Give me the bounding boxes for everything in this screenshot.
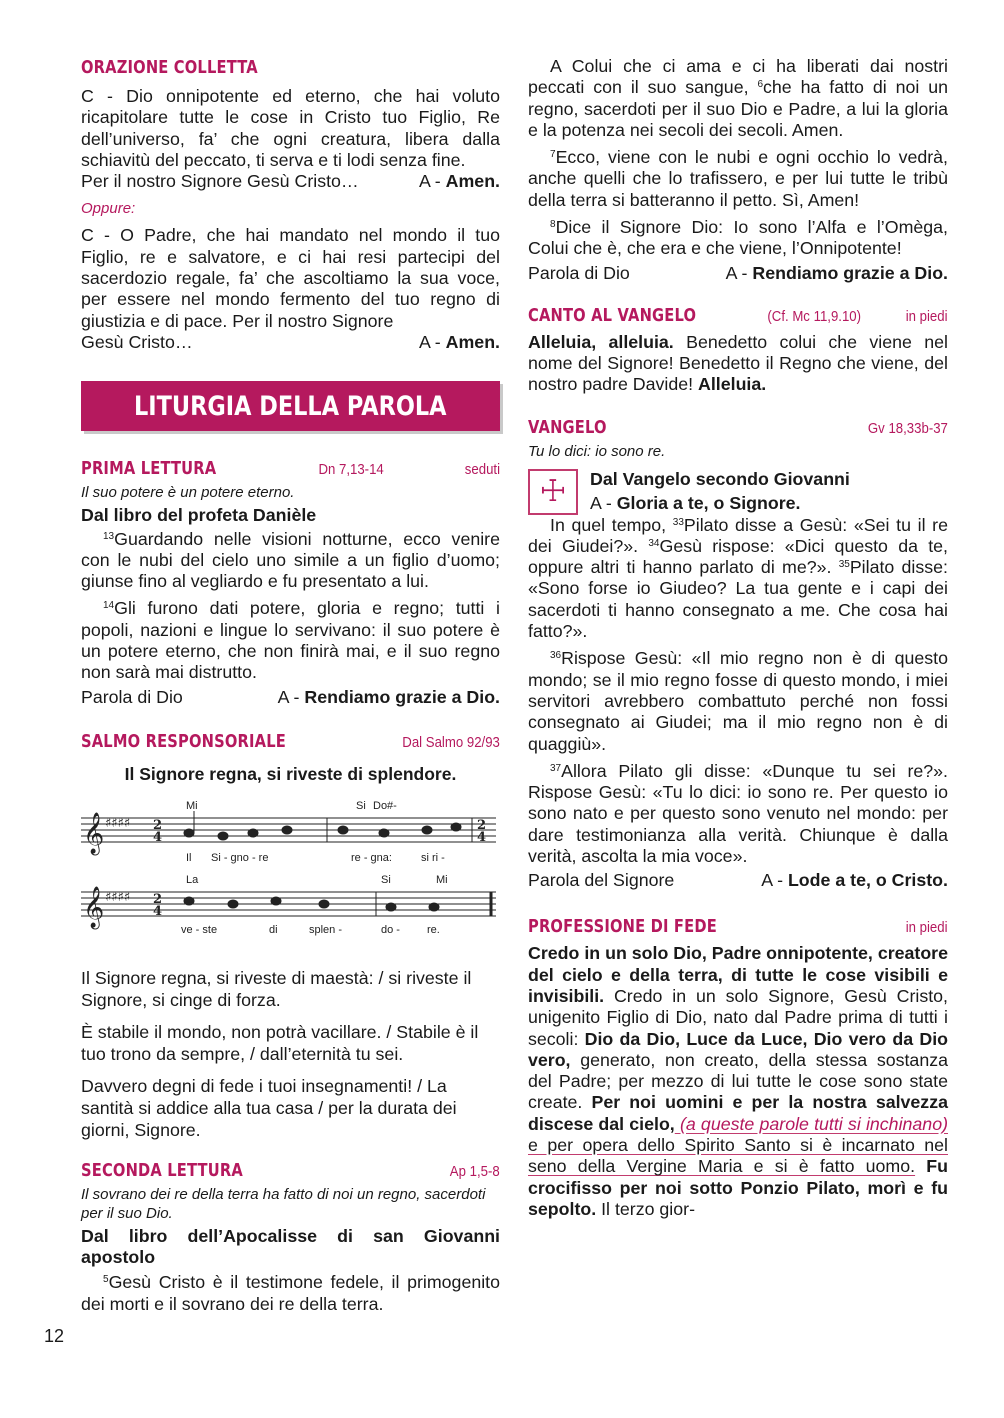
verse-num: 7 (550, 149, 556, 161)
vangelo-header (528, 418, 948, 438)
svg-text:Si: Si (381, 873, 391, 886)
verse-num: 5 (103, 1274, 109, 1286)
orazione-p2-end: Gesù Cristo… (81, 331, 193, 352)
orazione-text-2 (81, 225, 500, 353)
verse-num: 33 (672, 516, 684, 528)
prima-resp (278, 686, 500, 708)
seconda-ref: Ap 1,5-8 (450, 1162, 500, 1180)
alleluia: Alleluia. (698, 374, 767, 395)
right-column (528, 56, 948, 1226)
verse-text: Guardando nelle visioni notturne, ecco venire con le nubi del cielo uno simile a un figlio d’uomo; giunse fino al vegliardo e fu presentato a lui. (81, 528, 500, 592)
seconda-cont-v6 (528, 56, 948, 141)
svg-text:si ri -: si ri - (421, 851, 445, 864)
psalm-stanza-2: È stabile il mondo, non potrà vacillare. / Stabile è il tuo trono da sempre, / dall’eternità tu sei. (81, 1021, 479, 1064)
prima-v13 (81, 529, 500, 593)
seconda-source: Dal libro dell’Apocalisse di san Giovanni apostolo (81, 1225, 500, 1267)
seconda-v7 (528, 147, 948, 211)
credo-body: Credo in un solo Signore, Gesù Cristo, unigenito Figlio di Dio, nato dal Padre prima di tutti i secoli: (528, 985, 948, 1049)
svg-text:Si - gno - re: Si - gno - re (211, 851, 269, 864)
parola-di-dio: Parola di Dio (81, 686, 183, 707)
seconda-header (81, 1161, 500, 1181)
prima-subtitle: Il suo potere è un potere eterno. (81, 484, 295, 502)
orazione-header (81, 58, 500, 78)
svg-text:2: 2 (153, 817, 163, 833)
orazione-resp-1 (419, 171, 500, 192)
orazione-p1: C - Dio onnipotente ed eterno, che hai voluto ricapitolare tutte le cose in Cristo tuo Figlio, Re dell’universo, fa’ che ogni creatura, libera dalla schiavitù del peccato, ti serva e ti lodi senza fine. (81, 86, 500, 170)
resp-a: A - (418, 171, 446, 192)
salmo-header (81, 732, 500, 752)
verse-text: Gesù rispose: «Dici questo da te, oppure altri ti hanno parlato di me?». (528, 535, 949, 578)
vangelo-acclam (590, 491, 850, 515)
credo-body: generato, non creato, della stessa sostanza del Padre; per mezzo di lui tutte le cose sono state create. (528, 1049, 948, 1113)
svg-text:do -: do - (381, 923, 400, 936)
canto-title: CANTO AL VANGELO (528, 305, 697, 326)
prima-response (81, 686, 500, 708)
vangelo-v37 (528, 761, 948, 867)
parola-di-dio: Parola di Dio (528, 262, 630, 283)
verse-num: 13 (103, 530, 115, 542)
credo-title: PROFESSIONE DI FEDE (528, 917, 717, 938)
credo-bold: Fu crocifisso per noi sotto Ponzio Pilato, morì e fu sepolto. (528, 1156, 948, 1219)
resp-a: A - (725, 262, 753, 283)
prima-title: PRIMA LETTURA (81, 459, 217, 480)
treble-clef-icon: 𝄞 (83, 886, 105, 928)
treble-clef-icon: 𝄞 (83, 812, 105, 854)
vangelo-subtitle: Tu lo dici: io sono re. (528, 442, 666, 460)
canto-posture: in piedi (906, 307, 948, 325)
canto-text (528, 332, 948, 396)
vangelo-v36 (528, 648, 948, 754)
verse-num: 8 (550, 219, 556, 231)
orazione-text-1 (81, 86, 500, 192)
verse-num: 37 (550, 762, 562, 774)
svg-text:Mi: Mi (436, 873, 448, 886)
verse-text: Rispose Gesù: «Il mio regno non è di questo mondo; se il mio regno fosse di questo mondo, i miei servitori avrebbero combattuto perché non fossi consegnato ai Giudei; ma il mio regno non è di quaggiù». (528, 648, 948, 754)
psalm-stanza-3: Davvero degni di fede i tuoi insegnamenti! / La santità si addice alla tua casa / per la durata dei giorni, Signore. (81, 1075, 457, 1140)
chord-1: Mi (186, 799, 198, 812)
svg-text:4: 4 (153, 829, 163, 845)
verse-text: Pilato disse a Gesù: «Sei tu il re dei Giudei?». (528, 514, 948, 556)
verse-text: A Colui che ci ama e ci ha liberati dai nostri peccati con il suo sangue, (528, 56, 948, 98)
verse-text: Gesù Cristo è il testimone fedele, il primogenito dei morti e il sovrano dei re della terra. (81, 1272, 500, 1314)
credo-underlined: e per opera dello Spirito Santo si è incarnato nel seno della Vergine Maria e si è fatto uomo. (528, 1134, 948, 1177)
resp-a: A - (761, 870, 788, 891)
vangelo-title: VANGELO (528, 417, 607, 438)
verse-text: Ecco, viene con le nubi e ogni occhio lo vedrà, anche quelli che lo trafissero, e per lui tutte le tribù della terra si batteranno il petto. Sì, Amen! (528, 147, 948, 210)
orazione-p2: C - O Padre, che hai mandato nel mondo il tuo Figlio, re e salvatore, e ci hai resi partecipi del sacerdozio regale, fa’ che ascoltiamo la sua voce, per essere nel mondo fermento del tuo regno di giustizia e di pace. Per il nostro Signore (81, 225, 500, 331)
canto-body: Benedetto colui che viene nel nome del Signore! Benedetto il Regno che viene, del nostro padre Davide! (528, 331, 948, 395)
psalm-stanza-1: Il Signore regna, si riveste di maestà: / si riveste il Signore, si cinge di forza. (81, 967, 472, 1010)
svg-text:ve - ste: ve - ste (181, 923, 218, 936)
orazione-end-row (81, 171, 500, 192)
verse-text: Dice il Signore Dio: Io sono l’Alfa e l’Omèga, Colui che è, che era e che viene, l’Onnipotente! (528, 217, 948, 259)
resp-a: A - (418, 331, 446, 352)
prima-header (81, 459, 500, 479)
credo-text (528, 943, 948, 1220)
credo-rubric: (a queste parole tutti si inchinano) (674, 1113, 948, 1134)
oppure-label: Oppure: (81, 200, 136, 218)
salmo-ref: Dal Salmo 92/93 (402, 733, 500, 751)
seconda-subtitle: Il sovrano dei re della terra ha fatto di noi un regno, sacerdoti per il suo Dio. (81, 1185, 486, 1222)
seconda-v8 (528, 217, 948, 260)
canto-header (528, 306, 948, 326)
orazione-p1-end: Per il nostro Signore Gesù Cristo… (81, 171, 359, 192)
credo-bold: Per noi uomini e per la nostra salvezza discese dal cielo, (528, 1092, 948, 1134)
verse-num: 36 (550, 650, 562, 662)
svg-text:4: 4 (477, 829, 487, 845)
svg-text:2: 2 (477, 817, 487, 833)
vangelo-ref: Gv 18,33b-37 (868, 419, 948, 437)
svg-text:♯♯♯♯: ♯♯♯♯ (105, 815, 131, 831)
seconda-v5 (81, 1272, 500, 1315)
music-score (81, 795, 496, 945)
credo-bold: Dio da Dio, Luce da Luce, Dio vero da Dio vero, (528, 1028, 948, 1070)
verse-num: 34 (648, 537, 660, 549)
vangelo-source-block (528, 467, 948, 515)
credo-header (528, 917, 948, 937)
verse-num: 6 (757, 79, 764, 91)
svg-text:di: di (269, 923, 278, 936)
resp-text: Rendiamo grazie a Dio. (304, 686, 500, 707)
credo-posture: in piedi (906, 919, 948, 937)
alleluia: Alleluia, alleluia. (528, 331, 674, 352)
chord-2: Si (356, 799, 366, 812)
svg-text:re - gna:: re - gna: (351, 851, 392, 864)
svg-text:re.: re. (427, 923, 440, 936)
verse-num: 35 (838, 559, 850, 571)
resp-a: A - (590, 492, 617, 513)
verse-text: Pilato disse: «Sono forse io Giudeo? La tua gente e i capi dei sacerdoti ti hanno consegnato a me. Che cosa hai fatto?». (528, 557, 948, 642)
prima-posture: seduti (464, 461, 500, 479)
prima-source: Dal libro del profeta Danièle (81, 505, 317, 526)
vangelo-source-text (590, 467, 850, 515)
orazione-title: ORAZIONE COLLETTA (81, 58, 258, 78)
vangelo-response (528, 869, 948, 891)
verse-text: Allora Pilato gli disse: «Dunque tu sei re?». Rispose Gesù: «Tu lo dici: io sono re. Per questo io sono nato e per questo sono venuto nel mondo: per dare testimonianza alla verità. Chiunque è dalla verità, ascolta la mia voce». (528, 760, 948, 867)
salmo-refrain: Il Signore regna, si riveste di splendore. (124, 763, 457, 784)
salmo-title: SALMO RESPONSORIALE (81, 731, 286, 752)
credo-body: Il terzo gior- (596, 1198, 695, 1219)
banner-text: LITURGIA DELLA PAROLA (134, 390, 447, 422)
parola-del-signore: Parola del Signore (528, 870, 675, 891)
vangelo-source: Dal Vangelo secondo Giovanni (590, 468, 850, 489)
orazione-resp-2 (419, 332, 500, 353)
verse-text: che ha fatto di noi un regno, sacerdoti per il suo Dio e Padre, a lui la gloria e la potenza nei secoli dei secoli. Amen. (528, 77, 948, 140)
svg-text:La: La (186, 873, 199, 886)
verse-num: 14 (103, 600, 115, 612)
svg-text:2: 2 (153, 891, 163, 907)
resp-text: Rendiamo grazie a Dio. (752, 262, 948, 283)
chord-3: Do#- (373, 799, 397, 812)
seconda-resp (726, 262, 948, 284)
resp-text: Gloria a te, o Signore. (616, 492, 801, 513)
orazione-end-row-2 (81, 332, 500, 353)
prima-ref: Dn 7,13-14 (318, 461, 384, 479)
vangelo-resp (761, 869, 948, 891)
liturgia-banner (81, 381, 500, 431)
svg-text:splen -: splen - (309, 923, 343, 936)
resp-a: A - (277, 686, 305, 707)
svg-text:♯♯♯♯: ♯♯♯♯ (105, 889, 131, 905)
vangelo-p1 (528, 515, 948, 643)
cross-icon: ☩ (528, 469, 578, 515)
seconda-response (528, 262, 948, 284)
amen: Amen. (445, 331, 500, 352)
amen: Amen. (445, 171, 500, 192)
seconda-title: SECONDA LETTURA (81, 1160, 243, 1181)
resp-text: Lode a te, o Cristo. (787, 870, 948, 891)
canto-ref: (Cf. Mc 11,9.10) (767, 307, 862, 325)
verse-text: In quel tempo, (550, 514, 673, 535)
svg-text:4: 4 (153, 903, 163, 919)
left-column (81, 58, 500, 1321)
prima-v14 (81, 598, 500, 683)
verse-text: Gli furono dati potere, gloria e regno; tutti i popoli, nazioni e lingue lo servivano: il suo potere è un potere eterno, che non finirà mai, e il suo regno non sarà mai distrutto. (81, 598, 500, 683)
credo-bold: Credo in un solo Dio, Padre onnipotente, creatore del cielo e della terra, di tutte le cose visibili e invisibili. (528, 943, 948, 1006)
page-number: 12 (44, 1326, 65, 1346)
svg-text:Il: Il (186, 851, 192, 864)
